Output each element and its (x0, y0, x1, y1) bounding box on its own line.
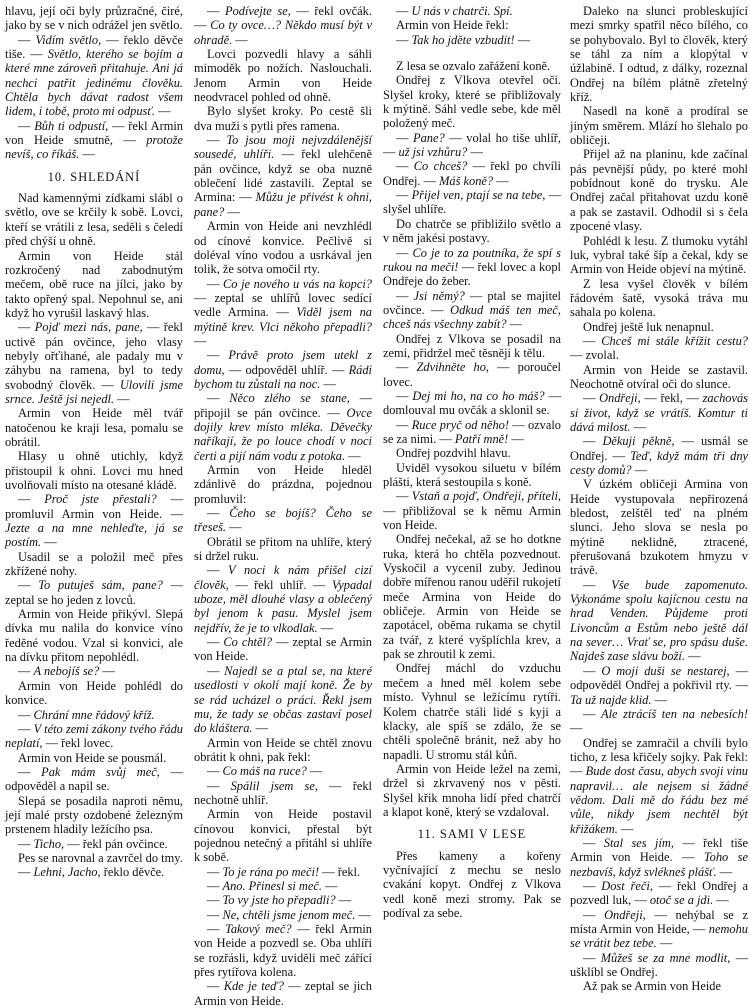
paragraph: — Co je nového u vás na kopci? — zeptal se uhlířů lovec sedící vedle Armina. — Viděl jsem na mýtině krev. Vlci někoho přepadli? — (194, 276, 373, 348)
paragraph: Armin von Heide postavil cínovou konvici, přestal být pojednou netečný a přitáhl si uhlíře k sobě. (194, 807, 372, 865)
paragraph: Nad kamennými zídkami slábl o světlo, ove se krčily k sobě. Lovci, kteří se vrátili z lesa, seděli s čeledí před chýší u ohně. (5, 191, 183, 249)
paragraph: — Chceš mi stále křížit cestu? — zvolal. (570, 333, 748, 363)
paragraph: — Čeho se bojíš? Čeho se třeseš. — (194, 506, 372, 535)
paragraph: Lovci pozvedli hlavy a sáhli mimoděk po nožích. Naslouchali. Jenom Armin von Heide neodvracel pohled od ohně. (194, 47, 372, 105)
paragraph: Přes kameny a kořeny vyčnívající z mechu se neslo cvakání kopyt. Ondřej z Vlkova vedl koně mezi stromy. Pak se podíval za sebe. (383, 848, 561, 920)
paragraph: — Co máš na ruce? — (207, 764, 323, 779)
paragraph: — U nás v chatrči. Spí. (396, 4, 513, 18)
paragraph: — Něco zlého se stane, — připojil se pán ovčince. — Ovce dojily krev místo mléka. Děvečky naříkají, že po louce chodí v noci čerti a pijí nám vodu z potoka. — (194, 391, 372, 463)
chapter-heading: 11. SAMI V LESE (417, 827, 527, 842)
paragraph: — Vše bude zapomenuto. Vykonáme spolu kajícnou cestu na hrad Venden. Půjdeme proti Livoncům a Estům nebo ještě dál na sever… Vrať se, pro spásu duše. Najdeš zase slávu boží. — (570, 577, 748, 664)
paragraph: — Ondřeji, — řekl, — zachovás si život, když se vrátíš. Komtur ti dává milost. — (570, 391, 748, 434)
paragraph: — Tak ho jděte vzbudit! — (396, 32, 531, 47)
paragraph: — Můžeš se za mne modlit, — ušklíbl se Ondřej. (570, 950, 749, 980)
paragraph: — Ale ztrácíš ten na nebesích! — (570, 706, 748, 736)
paragraph: — Přijel ven, ptají se na tebe, — slyšel uhlíře. (383, 188, 561, 217)
paragraph: — Ano. Přinesl si meč. — (207, 878, 338, 893)
paragraph: — Kde je teď? — zeptal se jich Armin von Heide. (194, 979, 372, 1008)
paragraph: Armin von Heide hleděl zdánlivě do prázdna, pojednou promluvil: (194, 463, 372, 506)
paragraph: Armin von Heide pohlédl do konvice. (5, 678, 183, 708)
section-break (383, 47, 561, 59)
paragraph: — V noci k nám přišel cizí člověk, — řekl uhlíř. — Vypadal uboze, měl dlouhé vlasy a oblečený byl jenom k pasu. Myslel jsem nejdřív, že je to vlkodlak. — (194, 563, 372, 635)
paragraph: — Vidím světlo, — řeklo děvče tiše. — Světlo, kterého se bojím a které mne zároveň přitahuje. Ani já nechci patřit jedinému člověku. Chtěla bych dávat radost všem lidem, i tobě, proto mi odpusť. — (5, 32, 183, 119)
paragraph: — Pojď mezi nás, pane, — řekl uctivě pán ovčince, jeho vlasy nebyly ořťihané, ale padaly mu v záhybu na ramena, byl to tedy svobodný člověk. — Ulovili jsme srnce. Ještě jsi nejedl. — (5, 320, 183, 406)
paragraph: — Děkuji pěkně, — usmál se Ondřej. — Teď, když mám tři dny cesty domů? — (570, 434, 749, 477)
paragraph: Ondřej z Vlkova se posadil na zemi, přidržel meč těsněji k tělu. (383, 331, 561, 360)
paragraph: Až pak se Armin von Heide (583, 979, 721, 994)
text-column-3 (383, 4, 561, 934)
paragraph: Ondřej pozdvihl hlavu. (396, 446, 511, 461)
paragraph: Armin von Heide přikývl. Slepá dívka mu nalila do konvice víno ředěné vodou. Vzal si konvici, ale na dívku přitom nepohlédl. (5, 607, 183, 665)
paragraph: Ondřej se zamračil a chvíli bylo ticho, z lesa křičely sojky. Pak řekl: — Bude dost času, abych svoji vinu napravil… ale nejsem si žádné vědom. Dali mě do řádu bez mé vůle, nikdy jsem nechtěl být křižákem. — (570, 735, 748, 836)
paragraph: — Lehni, Jacho, řeklo děvče. (18, 865, 165, 880)
paragraph: Ondřej nečekal, až se ho dotkne ruka, která ho chtěla pozvednout. Vyskočil a vycenil zuby. Jedinou dobře mířenou ranou uděřil rukojetí meče Armina von Heide do obličeje. Armin von Heide se zapotácel, oběma rukama se chytil za tvář, z které vyšplíchla krev, a pak se zhroutil k zemi. (383, 532, 561, 662)
paragraph: — Vstaň a pojď, Ondřeji, příteli, — přibližoval se k němu Armin von Heide. (383, 489, 561, 533)
text-column-2 (194, 4, 373, 1008)
paragraph: — A nebojíš se? — (18, 664, 115, 679)
paragraph: Armin von Heide měl tvář natočenou ke kraji lesa, pomalu se obrátil. (5, 406, 183, 449)
paragraph: Pes se narovnal a zavrčel do tmy. (18, 850, 183, 865)
paragraph: — Dost řeči, — řekl Ondřej a pozvedl luk, — otoč se a jdi. — (570, 878, 748, 908)
paragraph: — O moji duši se nestarej, — odpověděl Ondřej a pokřivil rty. — Ta už najde klid. — (570, 663, 748, 707)
paragraph: Pohlédl k lesu. Z tlumoku vytáhl luk, vybral také šíp a čekal, kdy se Armin von Heide objeví na mýtině. (570, 233, 748, 277)
paragraph: hlavu, její oči byly průzračné, čiré, jako by se v nich odrážel jen světlo. (5, 4, 183, 33)
paragraph: — Podívejte se, — řekl ovčák. — Co ty ovce…? Někdo musí být v ohradě. — (194, 4, 373, 47)
paragraph: — To jsou moji nejvzdálenější sousedé, uhlíři. — řekl ulehčeně pán ovčince, když se oba nuzně oblečení lidé zastavili. Zeptal se Armina: — Můžu je přivést k ohni, pane? — (194, 133, 373, 219)
paragraph: Armin von Heide stál rozkročený nad zabodnutým mečem, obě ruce na jílci, jako by takto opřený spal. Nepohnul se, ani když ho vyrušil laskavý hlas. (5, 248, 183, 320)
paragraph: — Pane? — volal ho tiše uhlíř, — už jsi vzhůru? — (383, 130, 561, 160)
paragraph: — V této zemi zákony tvého řádu neplatí, — řekl lovec. (5, 721, 183, 751)
paragraph: — Chrání mne řádový kříž. (18, 707, 155, 722)
paragraph: Armin von Heide se zastavil. Neochotně otvíral oči do slunce. (570, 362, 748, 391)
paragraph: Ondřej ještě luk nenapnul. (583, 319, 714, 334)
paragraph: Přijel až na planinu, kde začínal pás pevnější půdy, po které mohl pobídnout koně do trysku. Ale Ondřej začal přitahovat uzdu koně a pak se zastavil. Odhodil si s čela zpocené vlasy. (570, 147, 748, 234)
paragraph: Slepá se posadila naproti němu, její malé prsty ozdobené železným prstenem hladily ležícího psa. (5, 793, 183, 837)
paragraph: Armin von Heide se pousmál. (18, 750, 167, 765)
paragraph: Uviděl vysokou siluetu v bílém plášti, která sestoupila s koně. (383, 460, 561, 489)
chapter-heading: 10. SHLEDÁNÍ (47, 169, 141, 184)
paragraph: — Takový meč? — řekl Armin von Heide a pozvedl se. Oba uhlíři se rozřásli, když uviděli meč zářící přes rytířova kolena. (194, 922, 372, 980)
paragraph: Ondřej z Vlkova otevřel oči. Slyšel kroky, které se přibližovaly k mýtině. Sáhl vedle sebe, kde měl položený meč. (383, 73, 561, 131)
paragraph: V úzkém obličeji Armina von Heide vystupovala nepřirozená bledost, zelštěl teď na plném slunci. Jeho slova se nesla po mýtině neklidně, ztracené, přerušovaná bzukotem hmyzu v trávě. (570, 477, 748, 578)
paragraph: — Co je to za poutníka, že spí s rukou na meči! — řekl lovec a kopl Ondřeje do žeber. (383, 245, 561, 289)
paragraph: Ondřej máchl do vzduchu mečem a hned měl kolem sebe místo. Vyhnul se ležícímu rytíři. Kolem chatrče stáli lidé s kyji a klacky, ale spíš se zdálo, že se chtěli společně bránit, než aby ho napadli. U stromu stál kůň. (383, 661, 561, 762)
paragraph: — To vy jste ho přepadli? — (207, 893, 352, 908)
paragraph: — To je rána po meči! — řekl. (207, 864, 361, 879)
paragraph: — Bůh ti odpustí, — řekl Armin von Heide smutně, — protože nevíš, co říkáš. — (5, 118, 183, 162)
paragraph: Nasedl na koně a prodíral se jiným směrem. Mlází ho šlehalo po obličeji. (570, 104, 748, 148)
paragraph: Z lesa vyšel člověk v bílém řádovém šatě, vysoká tráva mu sahala po kolena. (570, 276, 748, 320)
paragraph: — Co chceš? — řekl po chvíli Ondřej. — Máš koně? — (383, 159, 561, 188)
paragraph: Armin von Heide řekl: (396, 18, 509, 33)
paragraph: — Najedl se a ptal se, na které usedlosti v okolí mají koně. Že by se rád ucházel o práci. Řekl jsem mu, že tady se občas zastaví posel do kláštera. — (194, 663, 372, 736)
paragraph: — Ruce pryč od něho! — ozvalo se za nimi. — Patří mně! — (383, 417, 561, 446)
paragraph: — Co chtěl? — zeptal se Armin von Heide. (194, 635, 372, 664)
paragraph: Z lesa se ozvalo zařážení koně. (396, 59, 551, 74)
paragraph: Armin von Heide ani nevzhlédl od cínové konvice. Pečlivě si doléval víno vodou a usrkával jen tolik, že sotva omočil rty. (194, 219, 372, 277)
text-column-1 (5, 4, 183, 934)
paragraph: — Spálil jsem se, — řekl nechotně uhlíř. (194, 778, 372, 807)
paragraph: — Proč jste přestali? — promluvil Armin von Heide. — Jezte a na mne nehleďte, já se postím. — (5, 492, 183, 550)
paragraph: — Ticho, — řekl pán ovčince. (18, 836, 168, 851)
paragraph: — Dej mi ho, na co ho máš? — domlouval mu ovčák a sklonil se. (383, 388, 561, 418)
paragraph: — Ne, chtěli jsme jenom meč. — (207, 907, 371, 922)
paragraph: — Jsi němý? — ptal se majitel ovčince. — Odkud máš ten meč, chceš nás všechny zabít? — (383, 288, 561, 332)
paragraph: Do chatrče se přibližilo světlo a v něm jakési postavy. (383, 216, 561, 246)
text-column-4 (570, 4, 749, 994)
paragraph: Daleko na slunci probleskující mezi smrky spatřil něco bílého, co se pohybovalo. Byl to člověk, který se táhl za ním a klopýtal v úžlabině. I odtud, z dálky, rozeznal Ondřej na bílém plátně zřetelný kříž. (570, 4, 748, 105)
paragraph: Armin von Heide se chtěl znovu obrátit k ohni, pak řekl: (194, 735, 372, 764)
paragraph: — To putuješ sám, pane? — zeptal se ho jeden z lovců. (5, 578, 183, 607)
paragraph: — Pak mám svůj meč, — odpověděl a napil se. (5, 764, 183, 794)
paragraph: — Stal ses jím, — řekl tiše Armin von Heide. — Toho se nezbavíš, když svlékneš plášť. — (570, 835, 748, 879)
paragraph: — Zdvihněte ho, — poroučel lovec. (383, 360, 561, 389)
paragraph: Usadil se a položil meč přes zkřížené nohy. (5, 549, 183, 579)
paragraph: Bylo slyšet kroky. Po cestě šli dva muži s pytli přes ramena. (194, 104, 372, 133)
paragraph: Hlasy u ohně utichly, když přistoupil k ohni. Lovci mu hned uvolňovali místo na otesané kládě. (5, 449, 183, 492)
paragraph: — Právě proto jsem utekl z domu, — odpověděl uhlíř. — Rádi bychom tu zůstali na noc. — (194, 348, 372, 391)
paragraph: — Ondřeji, — nehýbal se z místa Armin von Heide, — nemohu se vrátit bez tebe. — (570, 907, 748, 951)
paragraph: Armin von Heide ležel na zemi, držel si zkrvavený nos v pěsti. Slyšel křik mnoha lidí před chatrčí a klapot koně, který se vzdaloval. (383, 761, 561, 819)
paragraph: Obrátil se přitom na uhlíře, který si držel ruku. (194, 534, 372, 564)
